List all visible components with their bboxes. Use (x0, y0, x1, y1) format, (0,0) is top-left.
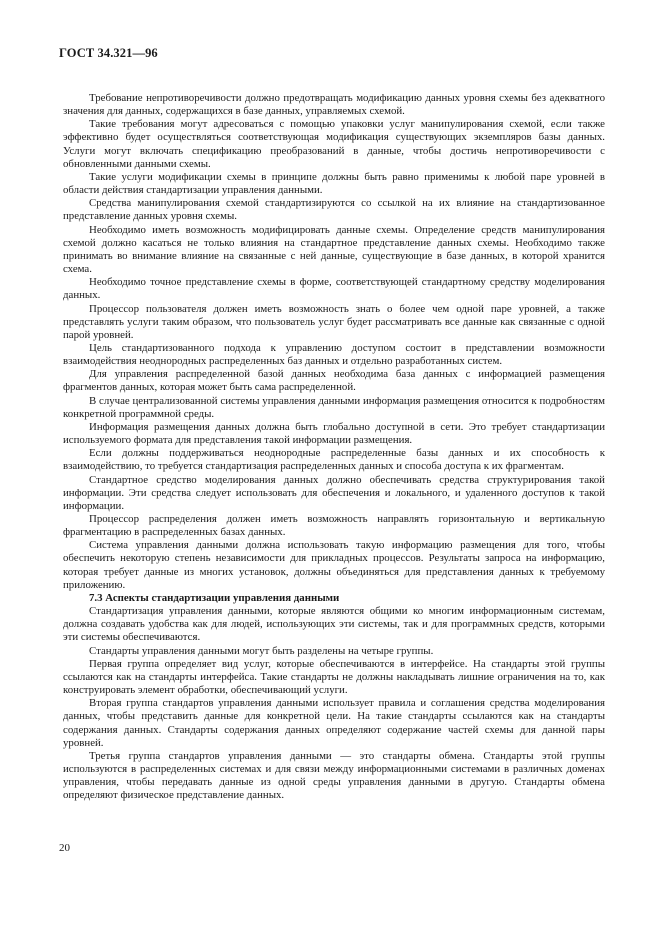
paragraph: Средства манипулирования схемой стандартизируются со ссылкой на их влияние на стандартизованное представление данных уровня схемы. (63, 197, 605, 223)
paragraph: Необходимо точное представление схемы в форме, соответствующей стандартному средству моделирования данных. (63, 276, 605, 302)
paragraph: Третья группа стандартов управления данными — это стандарты обмена. Стандарты этой группы используются в распределенных системах и для связи между информационными системами в различных доменах управления, чтобы передавать данные из одной среды управления данными в другую. Стандарты обмена определяют физическое представление данных. (63, 749, 605, 802)
paragraph: Стандартное средство моделирования данных должно обеспечивать средства структурирования такой информации. Эти средства следует использовать для обеспечения и локального, и удаленного доступов к такой информации. (63, 473, 605, 512)
paragraph: Первая группа определяет вид услуг, которые обеспечиваются в интерфейсе. На стандарты этой группы ссылаются как на стандарты интерфейса. Такие стандарты не должны накладывать лишние ограничения на то, как конструировать элемент обработки, обеспечивающий услуги. (63, 657, 605, 697)
paragraph: Процессор распределения должен иметь возможность направлять горизонтальную и вертикальную фрагментацию в распределенных базах данных. (63, 513, 605, 539)
document-header: ГОСТ 34.321—96 (59, 46, 158, 60)
paragraph: Если должны поддерживаться неоднородные распределенные базы данных и их способность к взаимодействию, то требуется стандартизация распределенных данных и способа доступа к их фрагментам. (63, 447, 605, 473)
paragraph: Система управления данными должна использовать такую информацию размещения для того, чтобы обеспечить некоторую степень независимости для прикладных процессов. Результаты запроса на информацию, которая требует данные из многих установок, должны объединяться для представления данных к требуемому приложению. (63, 539, 605, 591)
paragraph: Для управления распределенной базой данных необходима база данных с информацией размещения фрагментов данных, которая может быть сама распределенной. (63, 368, 605, 394)
document-body (63, 92, 605, 802)
paragraph: Такие услуги модификации схемы в принципе должны быть равно применимы к любой паре уровней в области действия стандартизации управления данными. (63, 170, 605, 197)
paragraph: Цель стандартизованного подхода к управлению доступом состоит в представлении возможности взаимодействия неоднородных распределенных баз данных и отдельно разработанных систем. (63, 341, 605, 368)
page-number: 20 (59, 842, 70, 854)
paragraph: Информация размещения данных должна быть глобально доступной в сети. Это требует стандартизации используемого формата для представления такой информации размещения. (63, 420, 605, 447)
paragraph: Необходимо иметь возможность модифицировать данные схемы. Определение средств манипулирования схемой должно касаться не только влияния на стандартное представление данных схемы. Необходимо также принимать во внимание влияние на связанные с ней данные, существующие в базе данных, в которой хранится схема. (63, 223, 605, 276)
paragraph: Такие требования могут адресоваться с помощью упаковки услуг манипулирования схемой, если также эффективно будет осуществляться соответствующая модификация существующих экземпляров базы данных. Услуги могут включать спецификацию преобразований в данные, чтобы достичь непротиворечивости с обновленными данными схемы. (63, 118, 605, 170)
paragraph: В случае централизованной системы управления данными информация размещения относится к подробностям конкретной программной среды. (63, 394, 605, 420)
paragraph: Процессор пользователя должен иметь возможность знать о более чем одной паре уровней, а также представлять услуги таким образом, что пользователь услуг будет рассматривать все данные как связанные с одной парой уровней. (63, 302, 605, 341)
section-heading: 7.3 Аспекты стандартизации управления данными (89, 591, 340, 604)
paragraph: Стандарты управления данными могут быть разделены на четыре группы. (89, 644, 434, 657)
paragraph: Стандартизация управления данными, которые являются общими ко многим информационным системам, должна создавать удобства как для людей, использующих эти системы, так и для программных средств, которыми эти системы обеспечиваются. (63, 605, 605, 644)
paragraph: Требование непротиворечивости должно предотвращать модификацию данных уровня схемы без адекватного значения для данных, содержащихся в базе данных, управляемых схемой. (63, 92, 605, 118)
paragraph: Вторая группа стандартов управления данными использует правила и соглашения средства моделирования данных, чтобы представить данные для конкретной цели. На такие стандарты ссылаются как на стандарты содержания данных. Стандарты содержания данных определяют содержание частей схемы для данной пары уровней. (63, 697, 605, 749)
